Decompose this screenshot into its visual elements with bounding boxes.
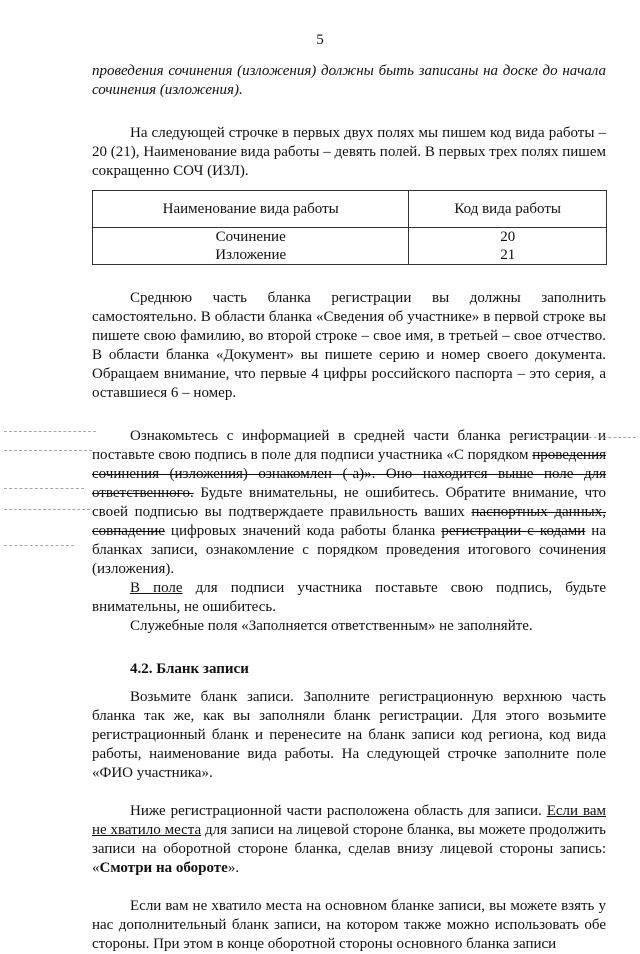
table-row <box>93 246 607 265</box>
table-header-cell: Код вида работы <box>409 191 607 228</box>
text-span: Ниже регистрационной части расположена область для записи. <box>130 803 547 819</box>
underlined-text: В поле <box>130 580 183 596</box>
paragraph-service-fields: Служебные поля «Заполняется ответственным» не заполняйте. <box>130 618 533 634</box>
text-span: на бланках записи, ознакомление с порядком проведения итогового сочинения (изложения). <box>92 523 606 577</box>
paragraph-work-code: На следующей строчке в первых двух полях мы пишем код вида работы – 20 (21), Наименование вида работы – девять полей. В первых трех полях пишем сокращенно СОЧ (ИЗЛ). <box>92 125 606 179</box>
bold-text: Смотри на обороте <box>99 860 228 876</box>
paragraph-signature-field <box>92 579 606 617</box>
scan-artifact-line <box>4 509 90 510</box>
scan-artifact-line <box>4 488 84 489</box>
text-span: для подписи участника поставьте свою подпись, будьте внимательны, не ошибитесь. <box>92 580 607 615</box>
table-cell: 20 <box>409 228 607 247</box>
paragraph-writing-area <box>92 802 606 878</box>
table-cell: Сочинение <box>93 228 409 247</box>
text-span: для записи на лицевой стороне бланка, вы можете продолжить записи на оборотной стороне бланка, сделав внизу лицевой стороны запись: « <box>92 822 606 876</box>
scan-artifact-line <box>520 437 636 438</box>
work-type-table <box>92 190 607 265</box>
text-span: ». <box>227 860 240 876</box>
text-span: цифровых значений кода работы бланка <box>164 523 442 539</box>
paragraph-answer-form: Возьмите бланк записи. Заполните регистрационную верхнюю часть бланка так же, как вы заполняли бланк регистрации. Для этого возьмите регистрационный бланк и перенесите на бланк записи код региона, код вида работы, наименование вида работы. На следующей строчке заполните поле «ФИО участника». <box>92 689 606 781</box>
struck-text: проведения сочинения (изложения) ознакомлен (-а)». Оно находится выше поле для ответственного. <box>92 447 606 501</box>
intro-italic-text: проведения сочинения (изложения) должны быть записаны на доске до начала сочинения (изложения). <box>92 63 606 98</box>
scan-artifact-line <box>4 431 96 432</box>
section-heading: 4.2. Бланк записи <box>130 661 249 677</box>
page-number: 5 <box>316 32 324 48</box>
paragraph-middle-part: Среднюю часть бланка регистрации вы должны заполнить самостоятельно. В области бланка «Сведения об участнике» в первой строке вы пишете свою фамилию, во второй строке – свое имя, в третьей – свое отчество. В области бланка «Документ» вы пишете серию и номер своего документа. Обращаем внимание, что первые 4 цифры российского паспорта – это серия, а оставшиеся 6 – номер. <box>92 290 606 401</box>
paragraph-extra-form: Если вам не хватило места на основном бланке записи, вы можете взять у нас дополнительный бланк записи, на котором также можно использовать обе стороны. При этом в конце оборотной стороны основного бланка записи <box>92 898 606 952</box>
table-header-cell: Наименование вида работы <box>93 191 409 228</box>
document-body <box>92 62 606 954</box>
table-cell: Изложение <box>93 246 409 265</box>
table-cell: 21 <box>409 246 607 265</box>
text-span: Ознакомьтесь с информацией в средней части бланка регистрации и поставьте свою подпись в поле для подписи участника «С порядком <box>92 428 606 463</box>
scan-artifact-line <box>4 450 92 451</box>
underlined-text: Если вам не хватило места <box>92 803 607 838</box>
struck-text: регистрации с кодами <box>441 523 586 539</box>
table-row <box>93 228 607 247</box>
text-span: Будьте внимательны, не ошибитесь. Обратите внимание, что своей подписью вы подтверждаете правильность ваших <box>92 485 606 520</box>
struck-text: паспортных данных, совпадение <box>92 504 606 539</box>
scan-artifact-line <box>4 545 74 546</box>
paragraph-signature <box>92 427 606 579</box>
table-header-row <box>93 191 607 228</box>
